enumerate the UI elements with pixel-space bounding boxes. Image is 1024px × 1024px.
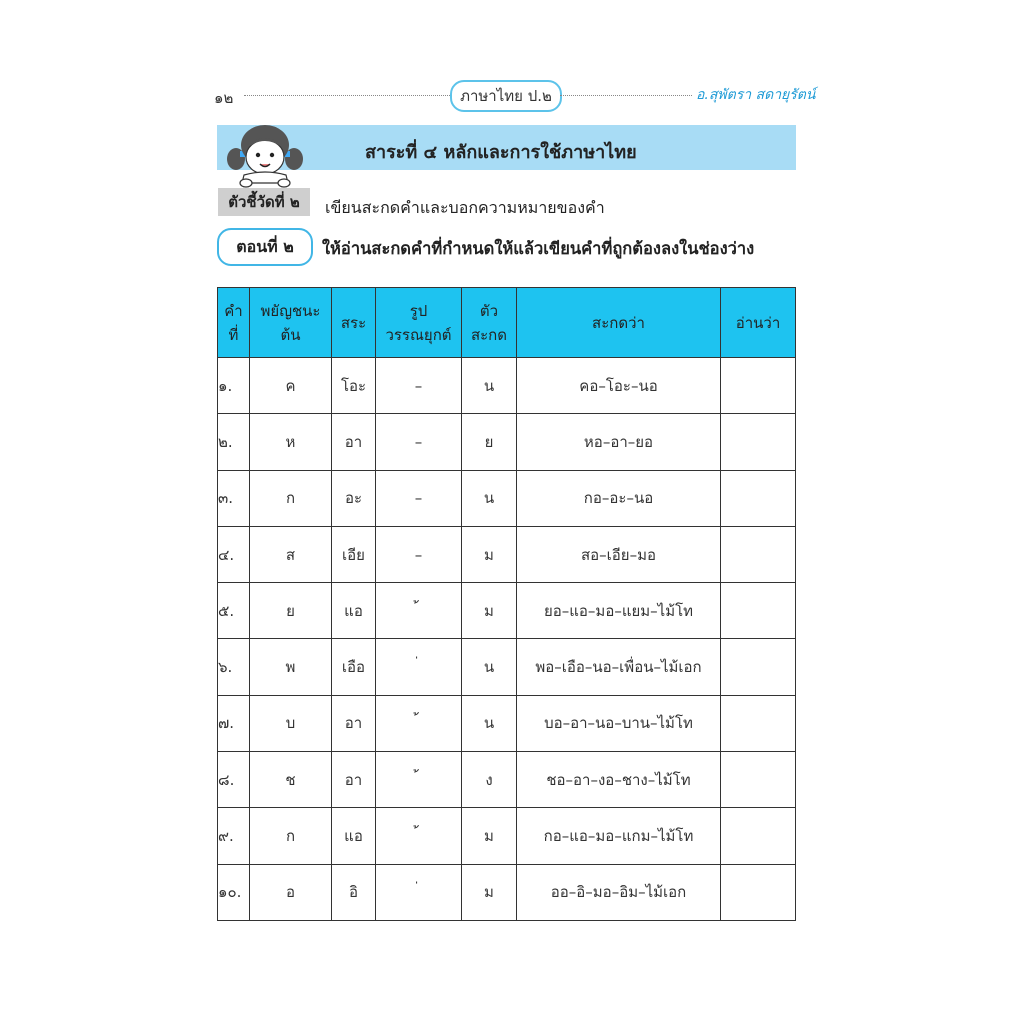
tone-mark-cell: – <box>376 414 462 470</box>
initial-consonant-cell: ย <box>250 583 332 639</box>
reading-answer-cell[interactable] <box>721 358 796 414</box>
header-initial-consonant: พยัญชนะ ต้น <box>250 288 332 358</box>
tone-mark-cell <box>376 864 462 920</box>
header-tone-mark: รูป วรรณยุกต์ <box>376 288 462 358</box>
tone-mark-cell <box>376 583 462 639</box>
spelling-cell: ออ–อิ–มอ–อิม–ไม้เอก <box>517 864 721 920</box>
vowel-cell: เอีย <box>332 526 376 582</box>
spelling-table <box>217 287 796 921</box>
final-consonant-cell: ม <box>462 583 517 639</box>
reading-answer-cell[interactable] <box>721 752 796 808</box>
tone-mark-cell <box>376 695 462 751</box>
reading-answer-cell[interactable] <box>721 639 796 695</box>
header-word-number: คำ ที่ <box>218 288 250 358</box>
final-consonant-cell: ม <box>462 864 517 920</box>
author-name: อ.สุพัตรา สดายุรัตน์ <box>696 87 816 103</box>
header-reading: อ่านว่า <box>721 288 796 358</box>
indicator-label: ตัวชี้วัดที่ ๒ <box>218 188 310 216</box>
final-consonant-cell: น <box>462 695 517 751</box>
reading-answer-cell[interactable] <box>721 808 796 864</box>
girl-cartoon-icon <box>226 123 304 189</box>
spelling-cell: บอ–อา–นอ–บาน–ไม้โท <box>517 695 721 751</box>
table-row <box>218 695 796 751</box>
table-row <box>218 752 796 808</box>
reading-answer-cell[interactable] <box>721 526 796 582</box>
initial-consonant-cell: บ <box>250 695 332 751</box>
final-consonant-cell: ง <box>462 752 517 808</box>
part-label: ตอนที่ ๒ <box>217 228 313 266</box>
table-row <box>218 470 796 526</box>
table-row <box>218 358 796 414</box>
vowel-cell: เอือ <box>332 639 376 695</box>
tone-mark-cell <box>376 639 462 695</box>
initial-consonant-cell: ช <box>250 752 332 808</box>
header-dotted-rule-right <box>560 95 692 96</box>
strand-title: สาระที่ ๔ หลักและการใช้ภาษาไทย <box>365 142 637 163</box>
spelling-cell: คอ–โอะ–นอ <box>517 358 721 414</box>
reading-answer-cell[interactable] <box>721 583 796 639</box>
part-instruction: ให้อ่านสะกดคำที่กำหนดให้แล้วเขียนคำที่ถูกต้องลงในช่องว่าง <box>322 239 755 258</box>
spelling-cell: ชอ–อา–งอ–ชาง–ไม้โท <box>517 752 721 808</box>
table-row <box>218 583 796 639</box>
spelling-cell: หอ–อา–ยอ <box>517 414 721 470</box>
word-number-cell: ๕. <box>218 583 250 639</box>
final-consonant-cell: ม <box>462 526 517 582</box>
reading-answer-cell[interactable] <box>721 864 796 920</box>
vowel-cell: โอะ <box>332 358 376 414</box>
header-vowel: สระ <box>332 288 376 358</box>
spelling-cell: กอ–แอ–มอ–แกม–ไม้โท <box>517 808 721 864</box>
word-number-cell: ๙. <box>218 808 250 864</box>
spelling-cell: ยอ–แอ–มอ–แยม–ไม้โท <box>517 583 721 639</box>
vowel-cell: แอ <box>332 583 376 639</box>
final-consonant-cell: น <box>462 358 517 414</box>
tone-mark-cell <box>376 752 462 808</box>
word-number-cell: ๗. <box>218 695 250 751</box>
table-header-row <box>218 288 796 358</box>
header-final-consonant: ตัว สะกด <box>462 288 517 358</box>
table-row <box>218 808 796 864</box>
tone-mark-cell: – <box>376 470 462 526</box>
word-number-cell: ๒. <box>218 414 250 470</box>
word-number-cell: ๓. <box>218 470 250 526</box>
vowel-cell: อา <box>332 695 376 751</box>
spelling-cell: พอ–เอือ–นอ–เพื่อน–ไม้เอก <box>517 639 721 695</box>
final-consonant-cell: น <box>462 639 517 695</box>
word-number-cell: ๑๐. <box>218 864 250 920</box>
table-row <box>218 526 796 582</box>
vowel-cell: อา <box>332 752 376 808</box>
initial-consonant-cell: ห <box>250 414 332 470</box>
word-number-cell: ๖. <box>218 639 250 695</box>
book-title: ภาษาไทย ป.๒ <box>450 80 562 112</box>
vowel-cell: อิ <box>332 864 376 920</box>
initial-consonant-cell: พ <box>250 639 332 695</box>
tone-mark-cell: – <box>376 358 462 414</box>
word-number-cell: ๔. <box>218 526 250 582</box>
tone-mark-cell: – <box>376 526 462 582</box>
word-number-cell: ๘. <box>218 752 250 808</box>
final-consonant-cell: น <box>462 470 517 526</box>
reading-answer-cell[interactable] <box>721 414 796 470</box>
table-row <box>218 414 796 470</box>
tone-mark-cell <box>376 808 462 864</box>
vowel-cell: อา <box>332 414 376 470</box>
spelling-cell: สอ–เอีย–มอ <box>517 526 721 582</box>
initial-consonant-cell: ค <box>250 358 332 414</box>
indicator-text: เขียนสะกดคำและบอกความหมายของคำ <box>325 198 605 217</box>
initial-consonant-cell: อ <box>250 864 332 920</box>
page-number: ๑๒ <box>214 89 234 107</box>
final-consonant-cell: ม <box>462 808 517 864</box>
table-row <box>218 639 796 695</box>
reading-answer-cell[interactable] <box>721 695 796 751</box>
final-consonant-cell: ย <box>462 414 517 470</box>
initial-consonant-cell: ก <box>250 470 332 526</box>
header-spelling: สะกดว่า <box>517 288 721 358</box>
initial-consonant-cell: ส <box>250 526 332 582</box>
vowel-cell: แอ <box>332 808 376 864</box>
reading-answer-cell[interactable] <box>721 470 796 526</box>
table-row <box>218 864 796 920</box>
initial-consonant-cell: ก <box>250 808 332 864</box>
word-number-cell: ๑. <box>218 358 250 414</box>
vowel-cell: อะ <box>332 470 376 526</box>
spelling-cell: กอ–อะ–นอ <box>517 470 721 526</box>
header-dotted-rule-left <box>244 95 450 96</box>
